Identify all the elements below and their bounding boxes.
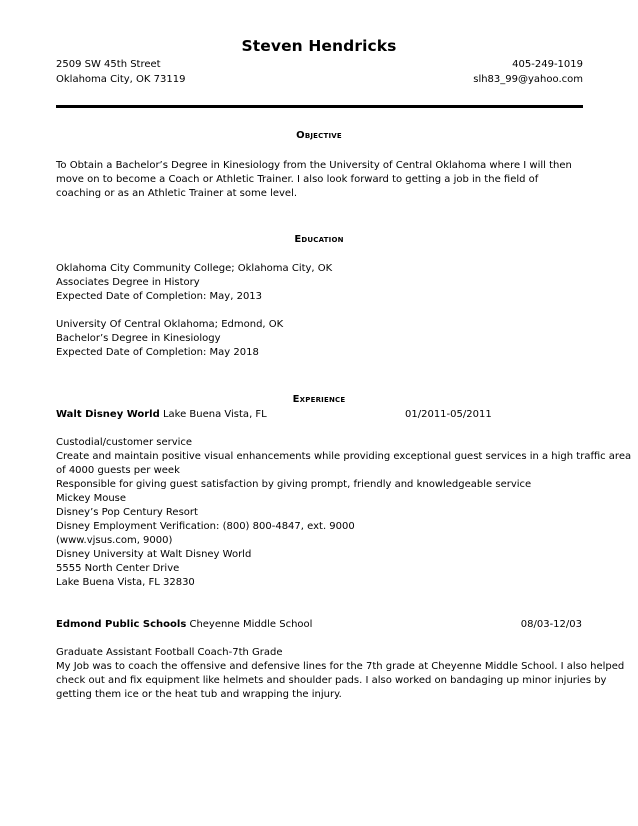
header-divider bbox=[56, 105, 583, 108]
job-dates: 08/03-12/03 bbox=[520, 619, 582, 630]
education-completion: Expected Date of Completion: May, 2013 bbox=[56, 291, 263, 302]
job-detail-line: 5555 North Center Drive bbox=[56, 563, 180, 574]
job-detail-line: check out and fix equipment like helmets and shoulder pads. I also worked on bandaging up minor injuries by bbox=[56, 675, 607, 686]
address-line-2: Oklahoma City, OK 73119 bbox=[56, 74, 186, 85]
job-header bbox=[56, 618, 584, 632]
education-entry bbox=[56, 318, 584, 360]
job-header bbox=[56, 408, 584, 422]
contact-block bbox=[473, 57, 583, 87]
job-detail-line: getting them ice or the heat tub and wrapping the injury. bbox=[56, 689, 342, 700]
education-completion: Expected Date of Completion: May 2018 bbox=[56, 347, 259, 358]
job-detail-line: (www.vjsus.com, 9000) bbox=[56, 535, 173, 546]
job-employer: Walt Disney World bbox=[56, 409, 160, 420]
objective-text bbox=[56, 159, 586, 201]
job-details bbox=[56, 646, 625, 702]
job-employer: Edmond Public Schools bbox=[56, 619, 187, 630]
job-detail-line: Mickey Mouse bbox=[56, 493, 127, 504]
applicant-name: Steven Hendricks bbox=[241, 37, 397, 55]
education-degree: Bachelor’s Degree in Kinesiology bbox=[56, 333, 221, 344]
job-detail-line: Create and maintain positive visual enhancements while providing exceptional guest services in a high traffic area bbox=[56, 451, 632, 462]
job-detail-line: Disney Employment Verification: (800) 800-4847, ext. 9000 bbox=[56, 521, 355, 532]
education-degree: Associates Degree in History bbox=[56, 277, 200, 288]
job-dates: 01/2011-05/2011 bbox=[405, 409, 492, 420]
job-detail-line: Lake Buena Vista, FL 32830 bbox=[56, 577, 195, 588]
education-entry bbox=[56, 262, 584, 304]
email-address: slh83_99@yahoo.com bbox=[473, 74, 583, 85]
job-detail-line: Responsible for giving guest satisfaction by giving prompt, friendly and knowledgeable service bbox=[56, 479, 532, 490]
job-detail-line: of 4000 guests per week bbox=[56, 465, 180, 476]
objective-paragraph: To Obtain a Bachelor’s Degree in Kinesiology from the University of Central Oklahoma where I will then move on to become a Coach or Athletic Trainer. I also look forward to getting a job in the field of coaching or as an Athletic Trainer at some level. bbox=[56, 160, 572, 199]
job-detail-line: Custodial/customer service bbox=[56, 437, 193, 448]
job-detail-line: Disney University at Walt Disney World bbox=[56, 549, 252, 560]
address-line-1: 2509 SW 45th Street bbox=[56, 59, 161, 70]
education-heading: Education bbox=[294, 234, 344, 245]
education-school: Oklahoma City Community College; Oklahoma City, OK bbox=[56, 263, 333, 274]
address-block bbox=[56, 57, 185, 87]
job-detail-line: Disney’s Pop Century Resort bbox=[56, 507, 198, 518]
experience-heading: Experience bbox=[292, 394, 346, 405]
phone-number: 405-249-1019 bbox=[512, 59, 583, 70]
objective-heading: Objective bbox=[296, 130, 342, 141]
education-school: University Of Central Oklahoma; Edmond, OK bbox=[56, 319, 284, 330]
job-details bbox=[56, 436, 632, 590]
job-detail-line: My Job was to coach the offensive and defensive lines for the 7th grade at Cheyenne Middle School. I also helped bbox=[56, 661, 625, 672]
job-location: Lake Buena Vista, FL bbox=[159, 409, 267, 420]
job-location: Cheyenne Middle School bbox=[186, 619, 313, 630]
job-detail-line: Graduate Assistant Football Coach-7th Grade bbox=[56, 647, 283, 658]
